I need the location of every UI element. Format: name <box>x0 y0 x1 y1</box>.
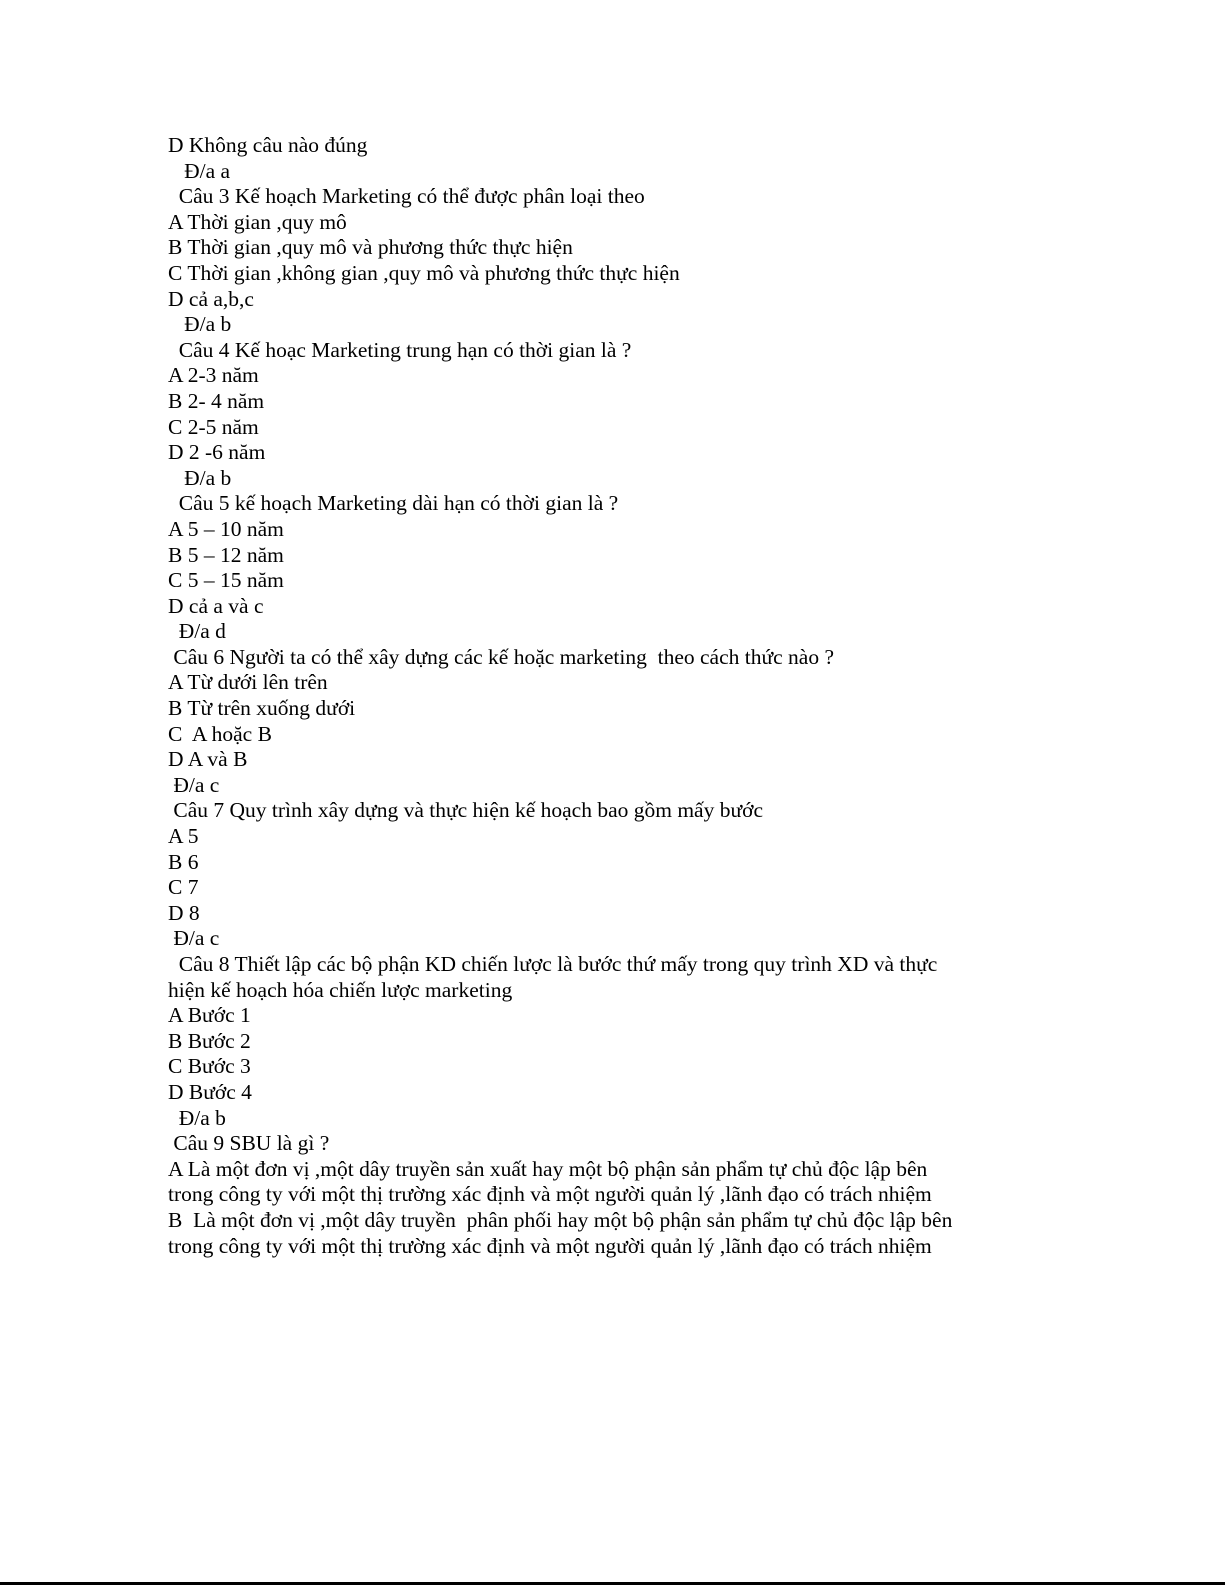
option-line: D cả a và c <box>168 593 264 618</box>
answer-line: Đ/a a <box>168 158 231 183</box>
answer-line: Đ/a d <box>168 619 226 644</box>
question-line: Câu 9 SBU là gì ? <box>168 1131 330 1156</box>
question-line: Câu 7 Quy trình xây dựng và thực hiện kế hoạch bao gồm mấy bước <box>168 798 764 823</box>
option-line: B 2- 4 năm <box>168 388 265 413</box>
option-line: D Bước 4 <box>168 1079 252 1104</box>
question-line: Câu 6 Người ta có thể xây dựng các kế hoặc marketing theo cách thức nào ? <box>168 644 834 669</box>
option-line: C 7 <box>168 875 199 900</box>
document-body <box>168 133 968 1259</box>
answer-line: Đ/a b <box>168 465 232 490</box>
option-line: C 2-5 năm <box>168 414 259 439</box>
answer-line: Đ/a c <box>168 926 220 951</box>
option-line: A Từ dưới lên trên <box>168 670 328 695</box>
option-line: A 5 <box>168 824 199 849</box>
option-line: C A hoặc B <box>168 721 272 746</box>
option-line: B 5 – 12 năm <box>168 542 284 567</box>
option-line: A Thời gian ,quy mô <box>168 209 347 234</box>
question-9-option-b: B Là một đơn vị ,một dây truyền phân phối hay một bộ phận sản phẩm tự chủ độc lập bên trong công ty với một thị trường xác định và một người quản lý ,lãnh đạo có trách nhiệm <box>168 1207 958 1258</box>
option-line: A Bước 1 <box>168 1003 251 1028</box>
question-8-stem: Câu 8 Thiết lập các bộ phận KD chiến lược là bước thứ mấy trong quy trình XD và thực hiện kế hoạch hóa chiến lược marketing <box>168 952 943 1002</box>
question-line: Câu 3 Kế hoạch Marketing có thể được phân loại theo <box>168 184 645 209</box>
question-line: Câu 5 kế hoạch Marketing dài hạn có thời gian là ? <box>168 491 619 516</box>
answer-line: Đ/a b <box>168 312 232 337</box>
option-line: A 2-3 năm <box>168 363 259 388</box>
option-line: A 5 – 10 năm <box>168 516 284 541</box>
question-line: Câu 4 Kế hoạc Marketing trung hạn có thời gian là ? <box>168 337 632 362</box>
answer-line: Đ/a c <box>168 772 220 797</box>
option-line: B 6 <box>168 849 199 874</box>
option-line: B Từ trên xuống dưới <box>168 696 356 721</box>
text-line: D Không câu nào đúng <box>168 133 368 157</box>
option-line: D A và B <box>168 747 248 772</box>
question-9-option-a: A Là một đơn vị ,một dây truyền sản xuất hay một bộ phận sản phẩm tự chủ độc lập bên trong công ty với một thị trường xác định và một người quản lý ,lãnh đạo có trách nhiệm <box>168 1156 933 1207</box>
option-line: C Bước 3 <box>168 1054 251 1079</box>
option-line: D cả a,b,c <box>168 286 254 311</box>
option-line: B Thời gian ,quy mô và phương thức thực hiện <box>168 235 573 260</box>
option-line: D 2 -6 năm <box>168 440 266 465</box>
option-line: B Bước 2 <box>168 1028 251 1053</box>
option-line: D 8 <box>168 900 200 925</box>
answer-line: Đ/a b <box>168 1105 226 1130</box>
option-line: C Thời gian ,không gian ,quy mô và phương thức thực hiện <box>168 260 680 285</box>
option-line: C 5 – 15 năm <box>168 568 284 593</box>
